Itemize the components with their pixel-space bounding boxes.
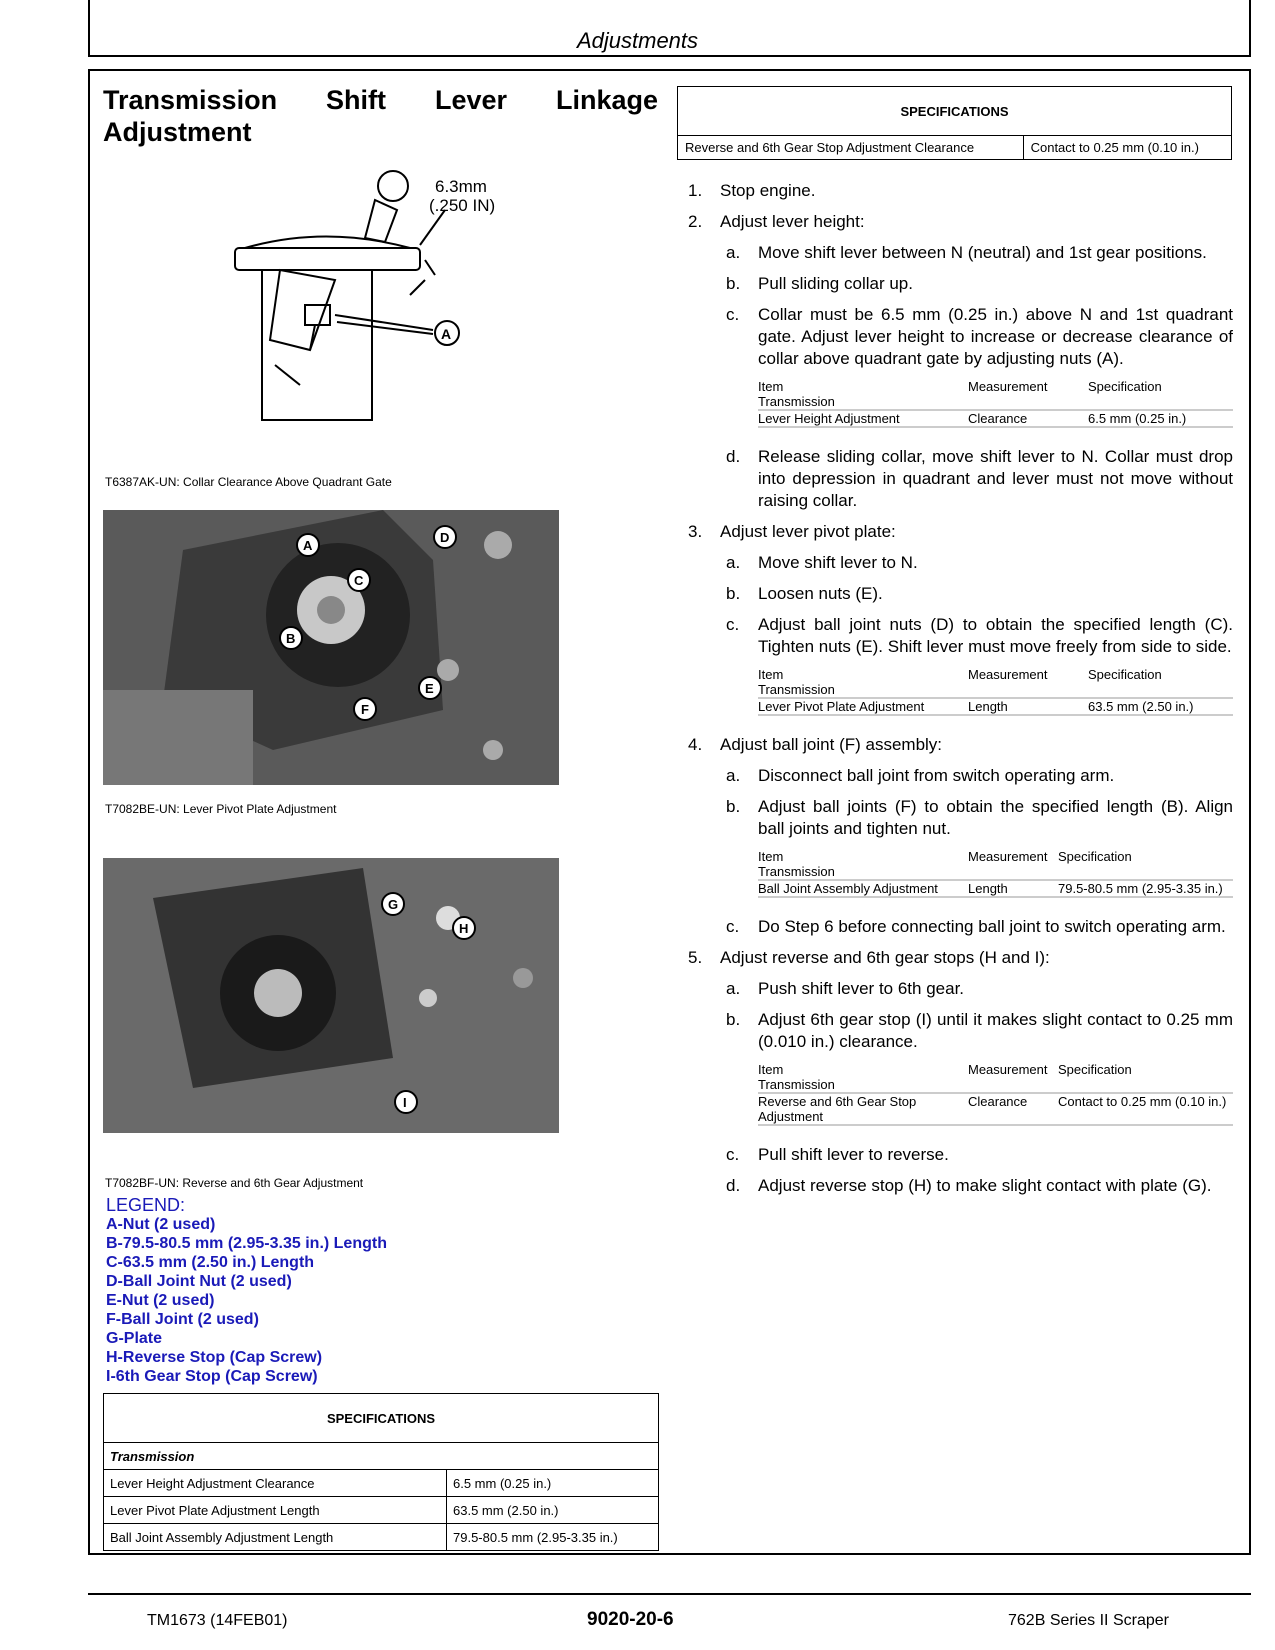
footer-machine: 762B Series II Scraper [1008, 1612, 1169, 1629]
step [688, 521, 1233, 543]
group-label: Transmission [104, 1443, 659, 1470]
footer-page-number: 9020-20-6 [587, 1609, 674, 1630]
step-letter: a. [726, 979, 741, 998]
step [688, 211, 1233, 233]
step-text: Adjust reverse stop (H) to make slight contact with plate (G). [758, 1176, 1212, 1195]
cell: Ball Joint Assembly Adjustment [758, 881, 938, 896]
step [688, 180, 1233, 202]
step-letter: a. [726, 243, 741, 262]
spec-mini-table [758, 379, 1233, 428]
cell: Lever Pivot Plate Adjustment [758, 699, 925, 714]
cell: Reverse and 6th Gear Stop Adjustment [758, 1094, 917, 1124]
col-header: Specification [1058, 849, 1132, 864]
legend-item: G-Plate [106, 1330, 163, 1347]
title-line-2: Adjustment [103, 117, 252, 147]
sub-step [726, 978, 1233, 1000]
cell: Clearance [968, 1094, 1028, 1109]
title-word: Lever [434, 85, 508, 115]
legend-item: E-Nut (2 used) [106, 1292, 215, 1309]
legend-item: B-79.5-80.5 mm (2.95-3.35 in.) Length [106, 1235, 387, 1252]
spec-value: 6.5 mm (0.25 in.) [447, 1470, 659, 1497]
step-text: Adjust lever height: [720, 212, 865, 231]
spec-value: 79.5-80.5 mm (2.95-3.35 in.) [447, 1524, 659, 1551]
step-letter: b. [726, 1010, 741, 1029]
group-label: Transmission [758, 864, 835, 879]
procedure-steps [688, 180, 1233, 1206]
step [688, 734, 1233, 756]
col-header: Item [758, 667, 784, 682]
cell: Contact to 0.25 mm (0.10 in.) [1058, 1094, 1227, 1109]
step-number: 3. [688, 522, 703, 541]
sub-step [726, 242, 1233, 264]
step-letter: b. [726, 274, 741, 293]
step-text: Disconnect ball joint from switch operating arm. [758, 766, 1115, 785]
cell: Length [968, 699, 1008, 714]
spec-mini-table [758, 667, 1233, 716]
step-letter: b. [726, 797, 741, 816]
col-header: Item [758, 1062, 784, 1077]
step [688, 947, 1233, 969]
step-text: Adjust reverse and 6th gear stops (H and I): [720, 948, 1050, 967]
col-header: Measurement [968, 667, 1048, 682]
callout-c: C [354, 573, 364, 588]
step-letter: c. [726, 305, 740, 324]
step-text: Push shift lever to 6th gear. [758, 979, 965, 998]
sub-step [726, 583, 1233, 605]
legend-heading: LEGEND: [106, 1195, 186, 1215]
page-title [103, 84, 658, 148]
group-label: Transmission [758, 394, 835, 409]
step-letter: a. [726, 766, 741, 785]
col-header: Item [758, 379, 784, 394]
specifications-table-bottom [103, 1393, 659, 1551]
footer-rule [88, 1593, 1251, 1595]
step-number: 5. [688, 948, 703, 967]
legend-item: C-63.5 mm (2.50 in.) Length [106, 1254, 315, 1271]
callout-a: A [441, 326, 452, 342]
callout-e: E [425, 681, 434, 696]
step-letter: b. [726, 584, 741, 603]
cell: Clearance [968, 411, 1028, 426]
figure-caption: T7082BE-UN: Lever Pivot Plate Adjustment [105, 802, 337, 816]
spec-item: Ball Joint Assembly Adjustment Length [104, 1524, 447, 1551]
step-letter: a. [726, 553, 741, 572]
cell: Lever Height Adjustment [758, 411, 900, 426]
step-letter: d. [726, 1176, 741, 1195]
spec-value: Contact to 0.25 mm (0.10 in.) [1023, 136, 1231, 160]
sub-step [726, 765, 1233, 787]
step-text: Pull shift lever to reverse. [758, 1145, 949, 1164]
col-header: Specification [1088, 667, 1162, 682]
sub-step [726, 1144, 1233, 1166]
spec-item: Reverse and 6th Gear Stop Adjustment Clearance [678, 136, 1024, 160]
specifications-heading: SPECIFICATIONS [678, 87, 1232, 136]
legend-item: D-Ball Joint Nut (2 used) [106, 1273, 292, 1290]
col-header: Item [758, 849, 784, 864]
step-text: Do Step 6 before connecting ball joint to switch operating arm. [758, 917, 1226, 936]
title-word: Linkage [555, 85, 658, 115]
callout-a: A [303, 538, 313, 553]
figure-caption: T6387AK-UN: Collar Clearance Above Quadrant Gate [105, 475, 392, 489]
step-text: Adjust lever pivot plate: [720, 522, 896, 541]
group-label: Transmission [758, 682, 835, 697]
spec-item: Lever Height Adjustment Clearance [104, 1470, 447, 1497]
sub-step [726, 916, 1233, 938]
sub-step [726, 1009, 1233, 1053]
legend-item: H-Reverse Stop (Cap Screw) [106, 1349, 323, 1366]
figure-caption: T7082BF-UN: Reverse and 6th Gear Adjustment [105, 1176, 364, 1190]
step-text: Adjust ball joint nuts (D) to obtain the specified length (C). Tighten nuts (E). Shift lever must move freely from side to side. [758, 615, 1233, 656]
sub-step [726, 304, 1233, 370]
spec-mini-table [758, 1062, 1233, 1126]
specifications-heading: SPECIFICATIONS [104, 1394, 659, 1443]
step-letter: c. [726, 615, 740, 634]
step-letter: d. [726, 447, 741, 466]
lever-line-drawing [225, 170, 545, 440]
cell: 63.5 mm (2.50 in.) [1088, 699, 1194, 714]
step-letter: c. [726, 917, 740, 936]
col-header: Measurement [968, 1062, 1048, 1077]
pivot-plate-photo [103, 510, 559, 785]
title-word: Transmission [103, 85, 278, 115]
page-header-title: Adjustments [576, 28, 699, 53]
step-number: 1. [688, 181, 703, 200]
sub-step [726, 1175, 1233, 1197]
step-number: 4. [688, 735, 703, 754]
step-text: Release sliding collar, move shift lever to N. Collar must drop into depression in quadrant and lever must not move without raising collar. [758, 447, 1233, 510]
callout-f: F [361, 702, 369, 717]
sub-step [726, 614, 1233, 658]
step-text: Collar must be 6.5 mm (0.25 in.) above N and 1st quadrant gate. Adjust lever height to increase or decrease clearance of collar above quadrant gate by adjusting nuts (A). [758, 305, 1233, 368]
step-text: Adjust ball joints (F) to obtain the specified length (B). Align ball joints and tighten nut. [758, 797, 1233, 838]
step-number: 2. [688, 212, 703, 231]
callout-d: D [440, 530, 450, 545]
dimension-mm: 6.3mm [435, 177, 487, 196]
sub-step [726, 273, 1233, 295]
legend [106, 1196, 387, 1386]
step-text: Loosen nuts (E). [758, 584, 883, 603]
cell: 79.5-80.5 mm (2.95-3.35 in.) [1058, 881, 1223, 896]
cell: Length [968, 881, 1008, 896]
col-header: Measurement [968, 379, 1048, 394]
col-header: Measurement [968, 849, 1048, 864]
group-label: Transmission [758, 1077, 835, 1092]
spec-item: Lever Pivot Plate Adjustment Length [104, 1497, 447, 1524]
lever-knob-icon [378, 171, 408, 201]
title-word: Shift [326, 85, 387, 115]
step-text: Move shift lever between N (neutral) and 1st gear positions. [758, 243, 1207, 262]
gear-stop-photo [103, 858, 559, 1133]
spec-mini-table [758, 849, 1233, 898]
step-text: Pull sliding collar up. [758, 274, 913, 293]
callout-g: G [388, 897, 399, 912]
col-header: Specification [1058, 1062, 1132, 1077]
footer-doc-id: TM1673 (14FEB01) [147, 1612, 288, 1629]
sub-step [726, 796, 1233, 840]
callout-h: H [459, 921, 469, 936]
step-text: Stop engine. [720, 181, 816, 200]
step-text: Adjust 6th gear stop (I) until it makes slight contact to 0.25 mm (0.010 in.) clearance. [758, 1010, 1233, 1051]
dimension-in: (.250 IN) [429, 196, 496, 215]
step-letter: c. [726, 1145, 740, 1164]
legend-item: F-Ball Joint (2 used) [106, 1311, 259, 1328]
callout-i: I [403, 1095, 407, 1110]
legend-item: I-6th Gear Stop (Cap Screw) [106, 1368, 318, 1385]
sub-step [726, 552, 1233, 574]
sub-step [726, 446, 1233, 512]
spec-value: 63.5 mm (2.50 in.) [447, 1497, 659, 1524]
callout-b: B [286, 631, 296, 646]
cell: 6.5 mm (0.25 in.) [1088, 411, 1187, 426]
legend-item: A-Nut (2 used) [106, 1216, 216, 1233]
specifications-table-top [677, 86, 1232, 160]
col-header: Specification [1088, 379, 1162, 394]
step-text: Move shift lever to N. [758, 553, 918, 572]
step-text: Adjust ball joint (F) assembly: [720, 735, 943, 754]
